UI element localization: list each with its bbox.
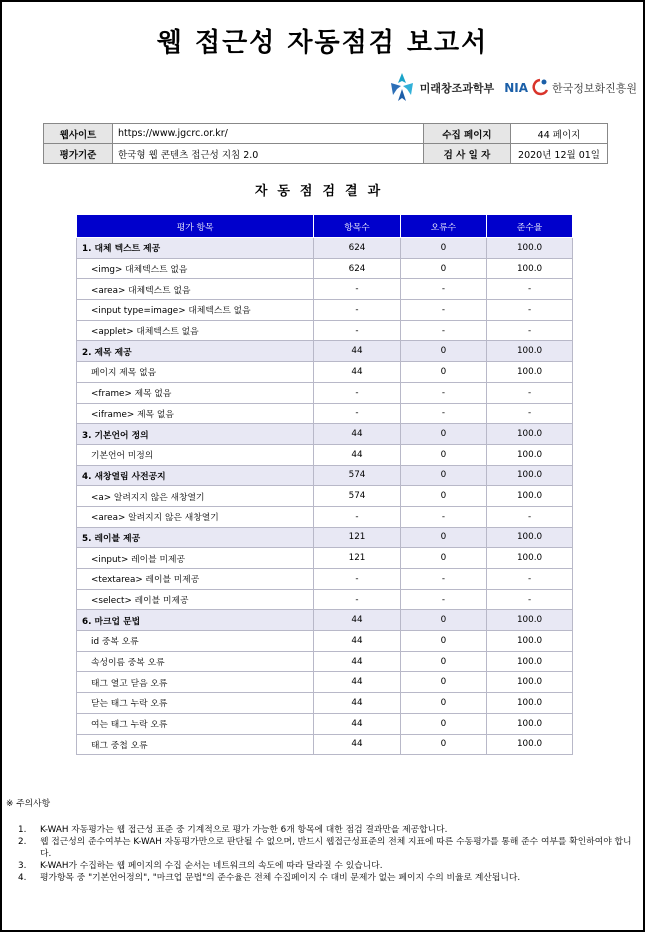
item-rate: 100.0 <box>487 631 573 652</box>
table-row <box>77 713 573 734</box>
item-name: 2. 제목 제공 <box>77 341 314 362</box>
item-errors: 0 <box>400 610 486 631</box>
item-rate: 100.0 <box>487 238 573 259</box>
item-name: 3. 기본언어 정의 <box>77 424 314 445</box>
website-label: 웹사이트 <box>44 124 113 144</box>
date-label: 검 사 일 자 <box>424 144 511 164</box>
note-number: 4. <box>18 873 27 883</box>
item-errors: - <box>400 403 486 424</box>
item-errors: 0 <box>400 486 486 507</box>
item-rate: 100.0 <box>487 444 573 465</box>
item-name: 여는 태그 누락 오류 <box>77 713 314 734</box>
item-count: 44 <box>314 713 401 734</box>
item-count: 44 <box>314 693 401 714</box>
note-text: K-WAH가 수집하는 웹 페이지의 수집 순서는 네트워크의 속도에 따라 달라질 수 있습니다. <box>40 861 383 871</box>
table-row <box>77 693 573 714</box>
item-name: 태그 중첩 오류 <box>77 734 314 755</box>
nia-mark: NIA <box>504 81 528 95</box>
item-count: 574 <box>314 486 401 507</box>
item-count: 44 <box>314 341 401 362</box>
item-rate: 100.0 <box>487 424 573 445</box>
notes-list <box>6 824 638 884</box>
results-header-row <box>77 215 573 238</box>
table-row <box>77 279 573 300</box>
item-name: <a> 알려지지 않은 새창열기 <box>77 486 314 507</box>
note-text: K-WAH 자동평가는 웹 접근성 표준 중 기계적으로 평가 가능한 6개 항목에 대한 점검 결과만을 제공합니다. <box>40 825 448 835</box>
item-name: 4. 새창열림 사전공지 <box>77 465 314 486</box>
header-item: 평가 항목 <box>77 215 314 238</box>
section-title: 자동점검결과 <box>254 184 391 199</box>
note-number: 1. <box>18 825 27 835</box>
table-row <box>77 589 573 610</box>
item-errors: 0 <box>400 444 486 465</box>
item-errors: - <box>400 279 486 300</box>
category-row <box>77 527 573 548</box>
item-errors: - <box>400 589 486 610</box>
table-row <box>77 258 573 279</box>
item-errors: 0 <box>400 465 486 486</box>
item-rate: 100.0 <box>487 341 573 362</box>
item-count: - <box>314 382 401 403</box>
item-rate: 100.0 <box>487 693 573 714</box>
item-name: <area> 대체텍스트 없음 <box>77 279 314 300</box>
pages-label: 수집 페이지 <box>424 124 511 144</box>
item-errors: 0 <box>400 258 486 279</box>
item-name: 태그 열고 닫음 오류 <box>77 672 314 693</box>
pages-value: 44 페이지 <box>511 124 608 144</box>
item-rate: 100.0 <box>487 713 573 734</box>
item-count: 624 <box>314 238 401 259</box>
table-row <box>77 569 573 590</box>
category-row <box>77 465 573 486</box>
item-count: 44 <box>314 631 401 652</box>
item-rate: 100.0 <box>487 486 573 507</box>
item-name: <img> 대체텍스트 없음 <box>77 258 314 279</box>
item-rate: - <box>487 382 573 403</box>
date-value: 2020년 12월 01일 <box>511 144 608 164</box>
category-row <box>77 238 573 259</box>
item-name: 닫는 태그 누락 오류 <box>77 693 314 714</box>
item-count: - <box>314 569 401 590</box>
item-name: <input type=image> 대체텍스트 없음 <box>77 300 314 321</box>
item-errors: 0 <box>400 693 486 714</box>
item-name: id 중복 오류 <box>77 631 314 652</box>
table-row <box>77 362 573 383</box>
item-count: 121 <box>314 548 401 569</box>
item-name: 6. 마크업 문법 <box>77 610 314 631</box>
item-errors: 0 <box>400 548 486 569</box>
category-row <box>77 341 573 362</box>
item-name: <textarea> 레이블 미제공 <box>77 569 314 590</box>
item-errors: - <box>400 300 486 321</box>
item-rate: - <box>487 506 573 527</box>
item-rate: 100.0 <box>487 465 573 486</box>
note-item <box>18 872 638 884</box>
item-errors: 0 <box>400 238 486 259</box>
item-errors: 0 <box>400 651 486 672</box>
ministry-name: 미래창조과학부 <box>419 82 495 95</box>
standard-value: 한국형 웹 콘텐츠 접근성 지침 2.0 <box>113 144 424 164</box>
table-row <box>77 444 573 465</box>
note-number: 2. <box>18 837 27 847</box>
item-rate: - <box>487 279 573 300</box>
table-row <box>77 734 573 755</box>
results-table <box>76 214 573 755</box>
logo-area <box>387 68 637 108</box>
ministry-emblem-icon <box>387 71 417 105</box>
table-row <box>77 382 573 403</box>
item-count: 44 <box>314 672 401 693</box>
item-name: 1. 대체 텍스트 제공 <box>77 238 314 259</box>
item-rate: 100.0 <box>487 734 573 755</box>
item-rate: 100.0 <box>487 672 573 693</box>
item-count: - <box>314 320 401 341</box>
item-count: - <box>314 506 401 527</box>
header-errors: 오류수 <box>400 215 486 238</box>
website-value: https://www.jgcrc.or.kr/ <box>113 124 424 144</box>
report-info-table <box>43 123 608 164</box>
item-count: 121 <box>314 527 401 548</box>
item-count: 624 <box>314 258 401 279</box>
table-row <box>77 631 573 652</box>
item-name: <area> 알려지지 않은 새창열기 <box>77 506 314 527</box>
item-name: <input> 레이블 미제공 <box>77 548 314 569</box>
item-name: <select> 레이블 미제공 <box>77 589 314 610</box>
note-number: 3. <box>18 861 27 871</box>
item-errors: 0 <box>400 631 486 652</box>
item-count: 44 <box>314 610 401 631</box>
nia-emblem-icon <box>531 77 549 99</box>
item-errors: 0 <box>400 527 486 548</box>
report-title: 웹 접근성 자동점검 보고서 <box>156 28 489 58</box>
ministry-logo <box>387 71 494 105</box>
category-row <box>77 610 573 631</box>
item-rate: - <box>487 403 573 424</box>
item-count: 44 <box>314 734 401 755</box>
item-name: <iframe> 제목 없음 <box>77 403 314 424</box>
table-row <box>77 300 573 321</box>
header-rate: 준수율 <box>487 215 573 238</box>
item-rate: 100.0 <box>487 548 573 569</box>
category-row <box>77 424 573 445</box>
nia-logo <box>504 77 637 99</box>
item-count: 574 <box>314 465 401 486</box>
item-count: - <box>314 403 401 424</box>
item-rate: - <box>487 320 573 341</box>
item-name: <frame> 제목 없음 <box>77 382 314 403</box>
item-rate: - <box>487 589 573 610</box>
note-item <box>18 860 638 872</box>
table-row <box>77 486 573 507</box>
table-row <box>77 403 573 424</box>
note-item <box>18 824 638 836</box>
table-row <box>77 320 573 341</box>
notes-section <box>6 798 638 884</box>
item-name: 기본언어 미정의 <box>77 444 314 465</box>
item-errors: 0 <box>400 424 486 445</box>
item-count: 44 <box>314 362 401 383</box>
table-row <box>77 651 573 672</box>
item-errors: 0 <box>400 734 486 755</box>
table-row <box>77 506 573 527</box>
item-errors: 0 <box>400 713 486 734</box>
standard-label: 평가기준 <box>44 144 113 164</box>
item-errors: - <box>400 320 486 341</box>
item-count: 44 <box>314 424 401 445</box>
notes-heading: ※ 주의사항 <box>6 799 51 809</box>
item-count: - <box>314 279 401 300</box>
item-errors: - <box>400 569 486 590</box>
table-row <box>77 672 573 693</box>
item-count: - <box>314 589 401 610</box>
item-name: 페이지 제목 없음 <box>77 362 314 383</box>
item-errors: - <box>400 506 486 527</box>
item-errors: - <box>400 382 486 403</box>
item-rate: 100.0 <box>487 258 573 279</box>
item-rate: 100.0 <box>487 527 573 548</box>
item-name: <applet> 대체텍스트 없음 <box>77 320 314 341</box>
item-rate: 100.0 <box>487 610 573 631</box>
item-rate: - <box>487 569 573 590</box>
note-text: 웹 접근성의 준수여부는 K-WAH 자동평가만으로 판단될 수 없으며, 반드시 웹접근성표준의 전체 지표에 따른 수동평가를 통해 준수 여부를 확인하여야 합니다. <box>40 837 632 859</box>
item-errors: 0 <box>400 672 486 693</box>
nia-name: 한국정보화진흥원 <box>551 82 637 95</box>
item-errors: 0 <box>400 341 486 362</box>
item-count: - <box>314 300 401 321</box>
item-rate: 100.0 <box>487 651 573 672</box>
item-errors: 0 <box>400 362 486 383</box>
header-count: 항목수 <box>314 215 401 238</box>
item-rate: - <box>487 300 573 321</box>
note-item <box>18 836 638 860</box>
item-count: 44 <box>314 651 401 672</box>
item-name: 속성이름 중복 오류 <box>77 651 314 672</box>
item-rate: 100.0 <box>487 362 573 383</box>
note-text: 평가항목 중 "기본언어정의", "마크업 문법"의 준수율은 전체 수집페이지 수 대비 문제가 없는 페이지 수의 비율로 계산됩니다. <box>40 873 521 883</box>
table-row <box>77 548 573 569</box>
item-name: 5. 레이블 제공 <box>77 527 314 548</box>
item-count: 44 <box>314 444 401 465</box>
